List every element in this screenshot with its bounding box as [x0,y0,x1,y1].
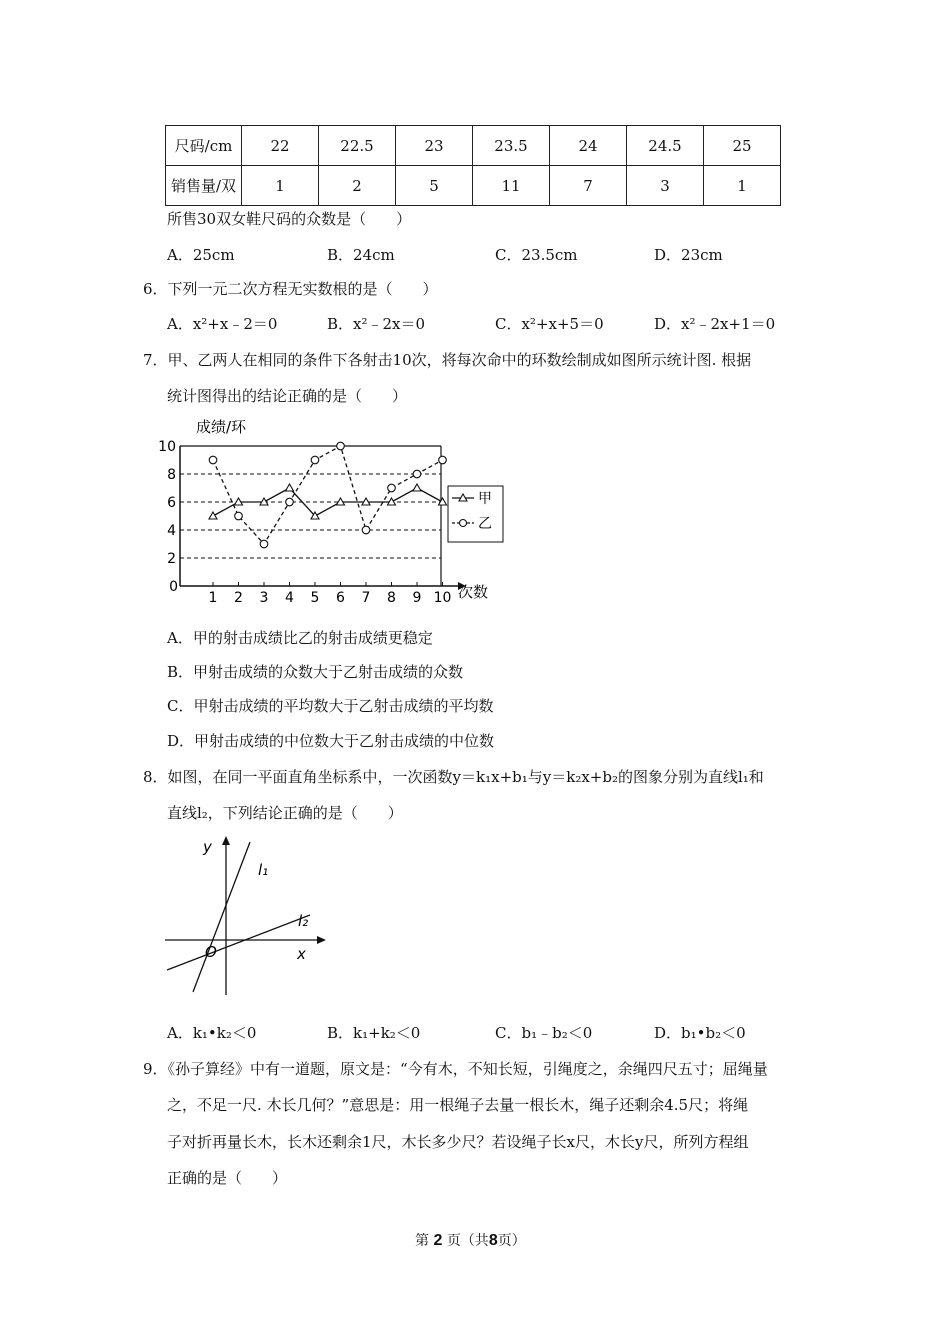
table-row [166,126,781,166]
graph-origin-label: O [205,943,217,961]
q5-option-d: D．23cm [654,246,723,264]
data-point-yi [235,512,243,520]
y-tick-label: 0 [169,579,178,595]
footer-prefix: 第 [415,1233,429,1249]
q7-option-b: B．甲射击成绩的众数大于乙射击成绩的众数 [167,663,464,681]
y-tick-label: 10 [158,439,176,455]
q7-option-c: C．甲射击成绩的平均数大于乙射击成绩的平均数 [167,697,494,715]
data-point-yi [286,498,294,506]
q5-stem: 所售30双女鞋尺码的众数是（ ） [167,210,412,228]
x-tick-label: 2 [234,590,243,606]
y-tick-label: 6 [167,495,176,511]
x-tick-label: 9 [412,590,422,606]
table-cell: 3 [627,166,704,206]
graph-y-arrow [222,836,230,845]
shoe-size-table [165,125,781,206]
legend-circle-icon [460,520,467,527]
footer-mid: 页（共 [446,1233,489,1249]
q8-stem-line2: 直线l₂，下列结论正确的是（ ） [167,804,403,822]
table-cell: 22 [242,126,319,166]
data-point-yi [209,456,217,464]
y-tick-label: 4 [167,523,176,539]
table-row [166,166,781,206]
data-point-yi [362,526,370,534]
q8-option-b: B．k₁+k₂＜0 [327,1024,421,1042]
data-point-jia [209,512,217,519]
data-point-jia [286,484,294,491]
table-cell: 24.5 [627,126,704,166]
q6-option-d: D．x²﹣2x+1＝0 [654,315,776,333]
q9-line1: 9．《孙子算经》中有一道题，原文是：“今有木，不知长短，引绳度之，余绳四尺五寸；屈绳量 [143,1060,768,1078]
table-cell: 24 [550,126,627,166]
x-tick-label: 5 [310,590,320,606]
data-point-yi [439,456,447,464]
x-tick-label: 10 [433,590,452,606]
page-footer [415,1230,526,1250]
q6-option-a: A．x²+x﹣2＝0 [167,315,278,333]
q6-stem: 6．下列一元二次方程无实数根的是（ ） [143,280,438,298]
q9-line3: 子对折再量长木，长木还剩余1尺，木长多少尺？若设绳子长x尺，木长y尺，所列方程组 [167,1133,749,1151]
graph-x-arrow [317,936,326,944]
table-cell: 11 [473,166,550,206]
q7-option-d: D．甲射击成绩的中位数大于乙射击成绩的中位数 [167,732,495,750]
y-tick-label: 8 [167,467,176,483]
table-cell: 2 [319,166,396,206]
footer-page-number: 2 [433,1232,443,1249]
table-cell: 7 [550,166,627,206]
line-l2 [167,915,310,970]
q8-option-a: A．k₁•k₂＜0 [167,1024,257,1042]
data-point-yi [337,442,345,450]
table-cell: 25 [704,126,781,166]
q6-option-c: C．x²+x+5＝0 [495,315,604,333]
legend-box [448,486,503,542]
table-cell: 23.5 [473,126,550,166]
shooting-score-chart [160,410,510,605]
q9-line2: 之，不足一尺. 木长几何？”意思是：用一根绳子去量一根长木，绳子还剩余4.5尺；将绳 [167,1096,749,1114]
y-tick-label: 2 [167,551,176,567]
table-cell: 1 [242,166,319,206]
q8-stem-line1: 8．如图，在同一平面直角坐标系中，一次函数y＝k₁x+b₁与y＝k₂x+b₂的图象分别为直线l₁和 [143,768,764,786]
q7-stem-line1: 7．甲、乙两人在相同的条件下各射击10次，将每次命中的环数绘制成如图所示统计图. 根据 [143,351,752,369]
q8-option-d: D．b₁•b₂＜0 [654,1024,746,1042]
table-header-cell: 尺码/cm [166,126,242,166]
footer-total-pages: 8 [488,1232,498,1249]
table-cell: 5 [396,166,473,206]
x-tick-label: 8 [387,590,396,606]
data-point-yi [311,456,319,464]
q5-option-b: B．24cm [327,246,395,264]
data-point-jia [413,484,421,491]
graph-x-label: x [297,945,306,963]
q8-option-c: C．b₁﹣b₂＜0 [495,1024,593,1042]
x-tick-label: 3 [259,590,269,606]
graph-y-label: y [203,838,212,856]
table-header-cell: 销售量/双 [166,166,242,206]
data-point-yi [260,540,268,548]
graph-l2-label: l₂ [298,912,309,930]
table-cell: 23 [396,126,473,166]
data-point-yi [413,470,421,478]
q7-stem-line2: 统计图得出的结论正确的是（ ） [167,387,408,405]
q9-line4: 正确的是（ ） [167,1169,288,1187]
graph-l1-label: l₁ [258,861,269,879]
table-cell: 22.5 [319,126,396,166]
y-axis-label: 成绩/环 [196,418,247,436]
x-tick-label: 4 [285,590,294,606]
legend-label-yi: 乙 [478,516,492,532]
x-tick-label: 7 [361,590,371,606]
legend-label-jia: 甲 [478,491,492,507]
linear-function-graph [160,830,340,1000]
line-l1 [193,842,250,992]
x-axis-label: 次数 [458,583,489,601]
table-cell: 1 [704,166,781,206]
data-point-yi [388,484,396,492]
x-tick-label: 6 [336,590,345,606]
q6-option-b: B．x²﹣2x＝0 [327,315,426,333]
footer-suffix: 页） [497,1233,526,1249]
q5-option-c: C．23.5cm [495,246,578,264]
q5-option-a: A．25cm [167,246,235,264]
series-line-yi [213,446,443,544]
x-tick-label: 1 [208,590,218,606]
q7-option-a: A．甲的射击成绩比乙的射击成绩更稳定 [167,629,433,647]
